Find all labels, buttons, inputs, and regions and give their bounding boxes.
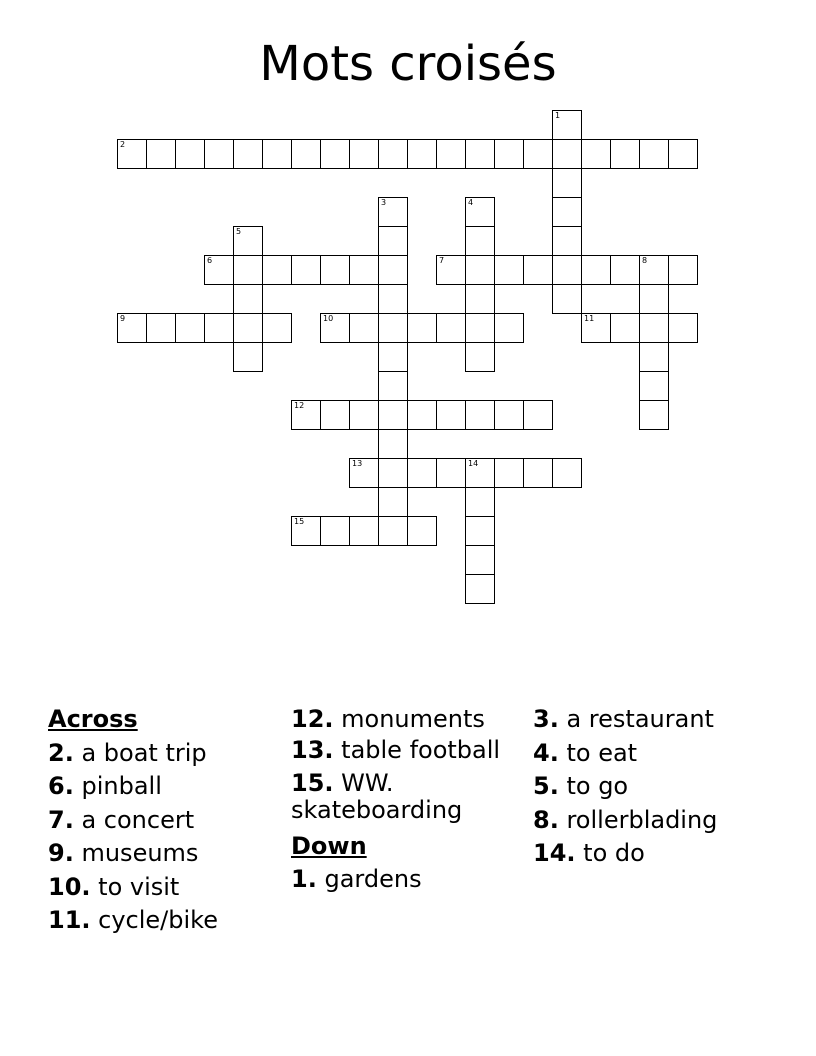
- grid-cell[interactable]: [465, 313, 495, 343]
- grid-cell[interactable]: [262, 139, 292, 169]
- grid-cell[interactable]: [668, 255, 698, 285]
- grid-cell[interactable]: [349, 139, 379, 169]
- clue-across-13: 13. table football: [291, 735, 501, 764]
- grid-cell[interactable]: [117, 139, 147, 169]
- grid-cell[interactable]: [639, 255, 669, 285]
- clue-across-11: 11. cycle/bike: [48, 906, 218, 934]
- grid-cell[interactable]: [407, 458, 437, 488]
- clue-across-2: 2. a boat trip: [48, 738, 207, 767]
- clue-across-6: 6. pinball: [48, 772, 162, 800]
- grid-cell[interactable]: [233, 139, 263, 169]
- grid-cell[interactable]: [639, 400, 669, 430]
- grid-cell[interactable]: [581, 313, 611, 343]
- clue-down-4: 4. to eat: [533, 738, 638, 767]
- grid-cell[interactable]: [378, 197, 408, 227]
- grid-cell[interactable]: [349, 400, 379, 430]
- grid-cell[interactable]: [320, 255, 350, 285]
- grid-cell[interactable]: [349, 255, 379, 285]
- clue-down-3: 3. a restaurant: [533, 705, 714, 733]
- grid-cell[interactable]: [407, 139, 437, 169]
- grid-cell[interactable]: [552, 168, 582, 198]
- grid-cell[interactable]: [552, 110, 582, 140]
- grid-cell[interactable]: [610, 313, 640, 343]
- grid-cell[interactable]: [407, 516, 437, 546]
- grid-cell[interactable]: [465, 342, 495, 372]
- grid-cell[interactable]: [436, 313, 466, 343]
- clue-across-12: 12. monuments: [291, 705, 485, 733]
- grid-cell[interactable]: [436, 400, 466, 430]
- grid-cell[interactable]: [175, 139, 205, 169]
- grid-cell[interactable]: [320, 139, 350, 169]
- grid-cell[interactable]: [465, 487, 495, 517]
- cell-number: 12: [294, 401, 305, 410]
- cell-number: 5: [236, 227, 242, 236]
- grid-cell[interactable]: [465, 226, 495, 256]
- clue-column-3: [533, 703, 717, 871]
- grid-cell[interactable]: [465, 197, 495, 227]
- grid-cell[interactable]: [610, 139, 640, 169]
- grid-cell[interactable]: [233, 255, 263, 285]
- grid-cell[interactable]: [494, 313, 524, 343]
- grid-cell[interactable]: [639, 139, 669, 169]
- grid-cell[interactable]: [320, 400, 350, 430]
- grid-cell[interactable]: [610, 255, 640, 285]
- grid-cell[interactable]: [320, 516, 350, 546]
- grid-cell[interactable]: [436, 139, 466, 169]
- grid-cell[interactable]: [639, 284, 669, 314]
- grid-cell[interactable]: [378, 516, 408, 546]
- clue-down-5: 5. to go: [533, 772, 629, 800]
- clue-column-1: [48, 703, 218, 938]
- grid-cell[interactable]: [523, 139, 553, 169]
- grid-cell[interactable]: [378, 226, 408, 256]
- cell-number: 13: [352, 459, 363, 468]
- grid-cell[interactable]: [378, 429, 408, 459]
- cell-number: 6: [207, 256, 213, 265]
- grid-cell[interactable]: [378, 371, 408, 401]
- grid-cell[interactable]: [639, 371, 669, 401]
- grid-cell[interactable]: [639, 342, 669, 372]
- grid-cell[interactable]: [465, 284, 495, 314]
- grid-cell[interactable]: [146, 313, 176, 343]
- grid-cell[interactable]: [552, 139, 582, 169]
- grid-cell[interactable]: [378, 284, 408, 314]
- grid-cell[interactable]: [465, 545, 495, 575]
- clue-across-10: 10. to visit: [48, 872, 180, 901]
- grid-cell[interactable]: [494, 139, 524, 169]
- grid-cell[interactable]: [378, 139, 408, 169]
- grid-cell[interactable]: [436, 458, 466, 488]
- grid-cell[interactable]: [523, 255, 553, 285]
- cell-number: 4: [468, 198, 474, 207]
- grid-cell[interactable]: [204, 255, 234, 285]
- clue-down-14: 14. to do: [533, 839, 645, 867]
- grid-cell[interactable]: [552, 197, 582, 227]
- grid-cell[interactable]: [378, 255, 408, 285]
- grid-cell[interactable]: [262, 313, 292, 343]
- grid-cell[interactable]: [465, 458, 495, 488]
- grid-cell[interactable]: [233, 313, 263, 343]
- grid-cell[interactable]: [639, 313, 669, 343]
- grid-cell[interactable]: [262, 255, 292, 285]
- clue-across-15: 15. WW. skateboarding: [291, 768, 463, 824]
- clue-down-1: 1. gardens: [291, 865, 422, 893]
- grid-cell[interactable]: [581, 139, 611, 169]
- down-heading: Down: [291, 831, 367, 860]
- cell-number: 7: [439, 256, 445, 265]
- grid-cell[interactable]: [465, 255, 495, 285]
- grid-cell[interactable]: [494, 255, 524, 285]
- grid-cell[interactable]: [407, 313, 437, 343]
- grid-cell[interactable]: [494, 400, 524, 430]
- grid-cell[interactable]: [204, 139, 234, 169]
- grid-cell[interactable]: [233, 226, 263, 256]
- grid-cell[interactable]: [581, 255, 611, 285]
- grid-cell[interactable]: [233, 284, 263, 314]
- grid-cell[interactable]: [465, 400, 495, 430]
- cell-number: 1: [555, 111, 561, 120]
- grid-cell[interactable]: [117, 313, 147, 343]
- grid-cell[interactable]: [349, 516, 379, 546]
- grid-cell[interactable]: [175, 313, 205, 343]
- grid-cell[interactable]: [552, 255, 582, 285]
- grid-cell[interactable]: [291, 400, 321, 430]
- grid-cell[interactable]: [552, 458, 582, 488]
- grid-cell[interactable]: [668, 313, 698, 343]
- cell-number: 8: [642, 256, 648, 265]
- grid-cell[interactable]: [291, 139, 321, 169]
- grid-cell[interactable]: [291, 516, 321, 546]
- clue-down-8: 8. rollerblading: [533, 805, 718, 834]
- cell-number: 2: [120, 140, 126, 149]
- grid-cell[interactable]: [378, 313, 408, 343]
- grid-cell[interactable]: [465, 574, 495, 604]
- cell-number: 9: [120, 314, 126, 323]
- cell-number: 10: [323, 314, 334, 323]
- grid-cell[interactable]: [552, 284, 582, 314]
- grid-cell[interactable]: [291, 255, 321, 285]
- grid-cell[interactable]: [233, 342, 263, 372]
- grid-cell[interactable]: [668, 139, 698, 169]
- grid-cell[interactable]: [378, 342, 408, 372]
- grid-cell[interactable]: [407, 400, 437, 430]
- clue-across-7: 7. a concert: [48, 805, 195, 834]
- grid-cell[interactable]: [378, 487, 408, 517]
- cell-number: 14: [468, 459, 479, 468]
- cell-number: 11: [584, 314, 595, 323]
- grid-cell[interactable]: [320, 313, 350, 343]
- page-title: Mots croisés: [259, 36, 557, 92]
- clue-column-2: [291, 703, 506, 897]
- grid-cell[interactable]: [436, 255, 466, 285]
- across-heading: Across: [48, 705, 138, 733]
- cell-number: 3: [381, 198, 387, 207]
- grid-cell[interactable]: [349, 313, 379, 343]
- grid-cell[interactable]: [204, 313, 234, 343]
- grid-cell[interactable]: [349, 458, 379, 488]
- cell-number: 15: [294, 517, 305, 526]
- grid-cell[interactable]: [146, 139, 176, 169]
- grid-cell[interactable]: [552, 226, 582, 256]
- grid-cell[interactable]: [465, 139, 495, 169]
- grid-cell[interactable]: [465, 516, 495, 546]
- grid-cell[interactable]: [378, 400, 408, 430]
- grid-cell[interactable]: [378, 458, 408, 488]
- grid-cell[interactable]: [523, 400, 553, 430]
- grid-cell[interactable]: [523, 458, 553, 488]
- grid-cell[interactable]: [494, 458, 524, 488]
- clue-across-9: 9. museums: [48, 839, 199, 867]
